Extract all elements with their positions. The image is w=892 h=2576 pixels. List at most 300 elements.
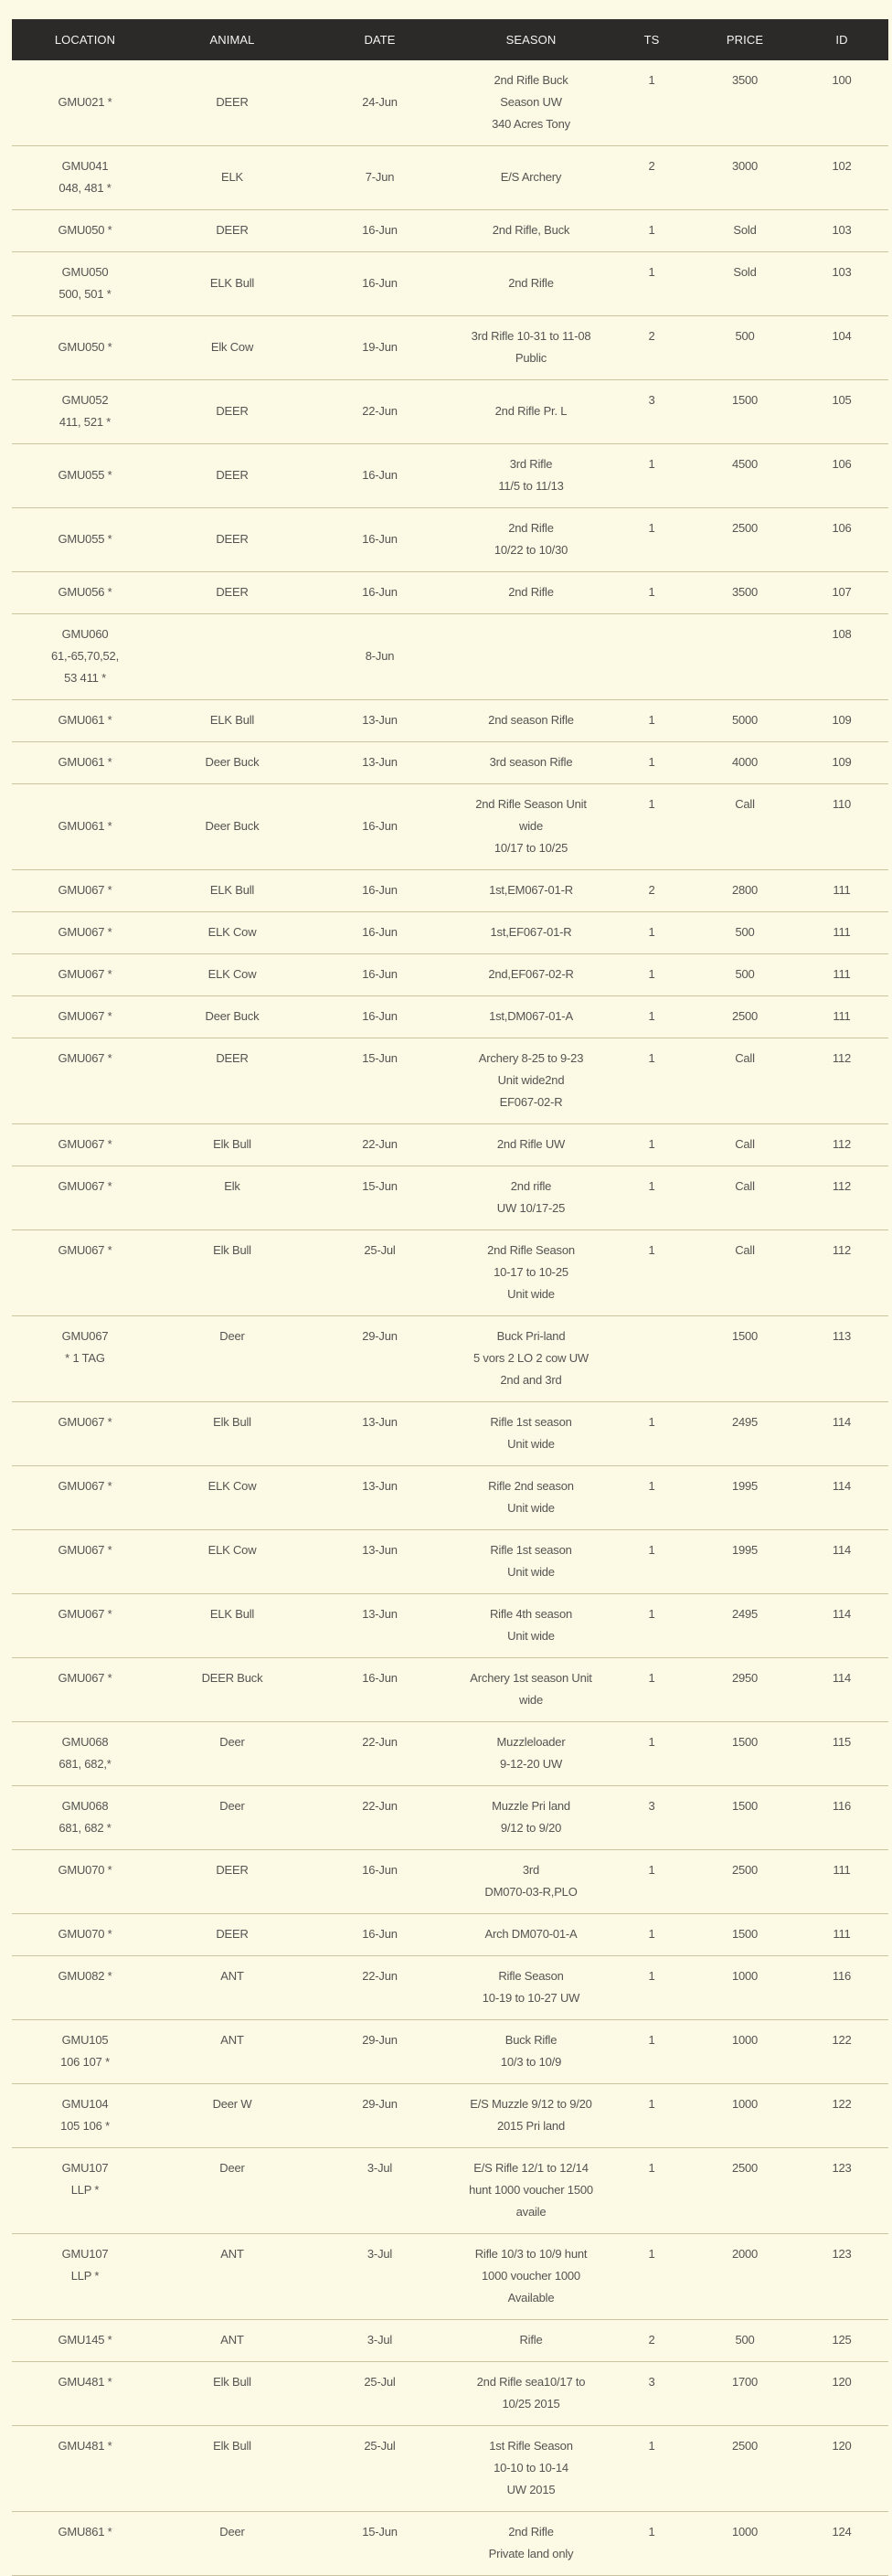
cell-price: 1000 <box>695 2084 795 2148</box>
cell-id: 100 <box>795 60 888 146</box>
cell-animal: DEER <box>158 508 306 572</box>
cell-location <box>12 444 158 508</box>
cell-season-line: 2nd Rifle sea10/17 to <box>476 2375 586 2389</box>
cell-id: 125 <box>795 2320 888 2362</box>
cell-season-line: Unit wide <box>507 1437 555 1451</box>
cell-location-line: GMU060 <box>61 627 109 641</box>
cell-date: 13-Jun <box>306 1594 453 1658</box>
cell-id: 116 <box>795 1786 888 1850</box>
table-row <box>12 380 888 444</box>
cell-season-line: UW 10/17-25 <box>496 1201 566 1215</box>
cell-date: 13-Jun <box>306 700 453 742</box>
cell-location <box>12 316 158 380</box>
cell-price: 2500 <box>695 1850 795 1914</box>
cell-season-line: 2nd Rifle Pr. L <box>494 404 568 418</box>
cell-season-line: 2nd rifle <box>510 1179 552 1193</box>
table-row <box>12 252 888 316</box>
cell-season-line: Rifle Season <box>498 1969 564 1983</box>
cell-season-line: wide <box>519 1693 543 1707</box>
table-row <box>12 2084 888 2148</box>
cell-ts: 1 <box>609 2084 695 2148</box>
cell-ts: 3 <box>609 2362 695 2426</box>
cell-ts: 3 <box>609 380 695 444</box>
table-row <box>12 316 888 380</box>
cell-season-line: Archery 1st season Unit <box>470 1671 592 1685</box>
cell-price: 2500 <box>695 2426 795 2512</box>
cell-location <box>12 912 158 954</box>
cell-date: 22-Jun <box>306 1786 453 1850</box>
cell-season-line: 2nd Rifle Season Unit <box>475 797 587 811</box>
cell-location <box>12 2320 158 2362</box>
cell-id: 111 <box>795 1850 888 1914</box>
cell-location-line: 500, 501 * <box>58 287 112 301</box>
cell-location <box>12 60 158 146</box>
cell-animal <box>158 614 306 700</box>
cell-location-line: GMU082 * <box>58 1969 112 1983</box>
cell-season <box>453 784 609 870</box>
cell-location <box>12 1956 158 2020</box>
cell-location <box>12 870 158 912</box>
cell-date: 16-Jun <box>306 870 453 912</box>
cell-location <box>12 2084 158 2148</box>
table-row <box>12 1914 888 1956</box>
cell-location <box>12 1124 158 1166</box>
cell-id: 114 <box>795 1530 888 1594</box>
cell-animal: DEER <box>158 210 306 252</box>
cell-season <box>453 2148 609 2234</box>
cell-location-line: GMU056 * <box>58 585 112 599</box>
cell-price: 3000 <box>695 146 795 210</box>
cell-date: 16-Jun <box>306 1914 453 1956</box>
cell-id: 113 <box>795 1316 888 1402</box>
cell-location-line: GMU055 * <box>58 468 112 482</box>
cell-id: 109 <box>795 700 888 742</box>
cell-id: 115 <box>795 1722 888 1786</box>
cell-id: 108 <box>795 614 888 700</box>
table-row <box>12 572 888 614</box>
cell-date: 24-Jun <box>306 60 453 146</box>
cell-location-line: GMU067 * <box>58 1607 112 1621</box>
cell-id: 111 <box>795 870 888 912</box>
cell-location <box>12 252 158 316</box>
cell-price: 1500 <box>695 1722 795 1786</box>
cell-animal: Elk <box>158 1166 306 1230</box>
cell-season-line: 2nd,EF067-02-R <box>488 967 574 981</box>
cell-season-line: Unit wide <box>507 1565 555 1579</box>
cell-animal: Elk Bull <box>158 1124 306 1166</box>
cell-date: 13-Jun <box>306 742 453 784</box>
cell-date: 16-Jun <box>306 444 453 508</box>
cell-price: Call <box>695 1124 795 1166</box>
cell-location <box>12 572 158 614</box>
cell-season <box>453 1230 609 1316</box>
cell-animal: ANT <box>158 1956 306 2020</box>
cell-id: 103 <box>795 210 888 252</box>
cell-ts: 1 <box>609 1914 695 1956</box>
cell-price: 500 <box>695 954 795 996</box>
cell-animal: ELK Bull <box>158 700 306 742</box>
cell-season <box>453 1466 609 1530</box>
cell-location-line: GMU067 * <box>58 1051 112 1065</box>
cell-location <box>12 1038 158 1124</box>
cell-id: 120 <box>795 2362 888 2426</box>
cell-location-line: GMU070 * <box>58 1863 112 1877</box>
cell-location-line: 411, 521 * <box>58 415 112 429</box>
cell-price: 2500 <box>695 996 795 1038</box>
cell-location-line: GMU861 * <box>58 2525 112 2539</box>
cell-animal: ANT <box>158 2020 306 2084</box>
cell-season-line: 1st,DM067-01-A <box>489 1009 573 1023</box>
cell-season <box>453 1124 609 1166</box>
cell-season-line: 9-12-20 UW <box>499 1757 563 1771</box>
cell-animal: ELK Bull <box>158 1594 306 1658</box>
cell-price: 3500 <box>695 572 795 614</box>
cell-id: 114 <box>795 1402 888 1466</box>
table-header <box>12 19 888 60</box>
cell-ts: 1 <box>609 1530 695 1594</box>
cell-animal: DEER <box>158 380 306 444</box>
cell-location <box>12 1230 158 1316</box>
cell-ts: 1 <box>609 996 695 1038</box>
cell-location <box>12 210 158 252</box>
cell-ts: 1 <box>609 912 695 954</box>
cell-ts: 1 <box>609 1166 695 1230</box>
cell-season <box>453 870 609 912</box>
cell-price: 2495 <box>695 1402 795 1466</box>
cell-season <box>453 912 609 954</box>
cell-id: 112 <box>795 1124 888 1166</box>
table-row <box>12 1850 888 1914</box>
cell-price: 5000 <box>695 700 795 742</box>
cell-id: 111 <box>795 1914 888 1956</box>
cell-date: 16-Jun <box>306 954 453 996</box>
cell-season <box>453 380 609 444</box>
cell-location <box>12 1850 158 1914</box>
table-row <box>12 1658 888 1722</box>
cell-location <box>12 2362 158 2426</box>
cell-price <box>695 614 795 700</box>
cell-date: 16-Jun <box>306 1658 453 1722</box>
cell-season <box>453 2020 609 2084</box>
column-header-animal: ANIMAL <box>158 19 306 60</box>
cell-ts: 1 <box>609 2512 695 2576</box>
cell-season-line: 11/5 to 11/13 <box>498 479 564 493</box>
cell-location <box>12 2512 158 2576</box>
cell-season-line: Rifle 2nd season <box>488 1479 574 1493</box>
cell-ts: 2 <box>609 870 695 912</box>
cell-animal: Deer Buck <box>158 784 306 870</box>
cell-season-line: Unit wide2nd <box>497 1073 565 1087</box>
cell-date: 19-Jun <box>306 316 453 380</box>
cell-price: 1500 <box>695 1316 795 1402</box>
cell-season <box>453 1594 609 1658</box>
cell-location <box>12 954 158 996</box>
cell-price: 4500 <box>695 444 795 508</box>
cell-season-line: 2015 Pri land <box>496 2119 565 2133</box>
cell-animal: Deer Buck <box>158 742 306 784</box>
table-body <box>12 60 888 2576</box>
cell-price: 2500 <box>695 508 795 572</box>
cell-animal: Elk Bull <box>158 2426 306 2512</box>
cell-animal: DEER <box>158 1914 306 1956</box>
cell-season-line: Unit wide <box>507 1287 555 1301</box>
cell-date: 29-Jun <box>306 2020 453 2084</box>
cell-location-line: GMU481 * <box>58 2439 112 2453</box>
table-row <box>12 1722 888 1786</box>
cell-season-line: 3rd Rifle 10-31 to 11-08 <box>471 329 591 343</box>
cell-date: 13-Jun <box>306 1402 453 1466</box>
cell-date: 29-Jun <box>306 1316 453 1402</box>
cell-location-line: GMU067 * <box>58 1543 112 1557</box>
cell-location-line: GMU061 * <box>58 819 112 833</box>
cell-location <box>12 1316 158 1402</box>
cell-location-line: GMU067 * <box>58 1137 112 1151</box>
cell-animal: ELK Bull <box>158 870 306 912</box>
cell-price: 1000 <box>695 2020 795 2084</box>
cell-location-line: GMU107 <box>61 2161 109 2175</box>
cell-season-line: 2nd Rifle <box>508 276 554 290</box>
cell-animal: DEER <box>158 1850 306 1914</box>
table-row <box>12 1038 888 1124</box>
cell-animal: ELK Cow <box>158 954 306 996</box>
cell-ts: 1 <box>609 1402 695 1466</box>
cell-animal: ANT <box>158 2234 306 2320</box>
cell-animal: Deer <box>158 1786 306 1850</box>
table-row <box>12 870 888 912</box>
cell-location-line: GMU050 <box>61 265 109 279</box>
table-row <box>12 1316 888 1402</box>
cell-price: 2800 <box>695 870 795 912</box>
cell-price: 500 <box>695 2320 795 2362</box>
cell-price: Sold <box>695 210 795 252</box>
cell-season-line: Archery 8-25 to 9-23 <box>478 1051 584 1065</box>
cell-ts: 1 <box>609 1466 695 1530</box>
cell-season <box>453 954 609 996</box>
column-header-date: DATE <box>306 19 453 60</box>
cell-ts: 1 <box>609 60 695 146</box>
cell-animal: Elk Bull <box>158 2362 306 2426</box>
cell-date: 15-Jun <box>306 2512 453 2576</box>
cell-season-line: 2nd Rifle Season <box>487 1243 575 1257</box>
cell-ts: 1 <box>609 1230 695 1316</box>
cell-animal: DEER <box>158 1038 306 1124</box>
cell-ts: 1 <box>609 1124 695 1166</box>
cell-location-line: GMU050 * <box>58 223 112 237</box>
cell-date: 7-Jun <box>306 146 453 210</box>
cell-location-line: GMU068 <box>61 1799 109 1813</box>
cell-season-line: Public <box>515 351 547 365</box>
cell-location <box>12 2234 158 2320</box>
cell-location <box>12 1466 158 1530</box>
cell-animal: ELK Cow <box>158 1466 306 1530</box>
cell-season-line: UW 2015 <box>506 2483 556 2496</box>
cell-animal: ANT <box>158 2320 306 2362</box>
cell-id: 103 <box>795 252 888 316</box>
cell-season <box>453 2084 609 2148</box>
cell-location-line: GMU067 * <box>58 1671 112 1685</box>
cell-ts: 1 <box>609 210 695 252</box>
cell-animal: Deer <box>158 2148 306 2234</box>
cell-location <box>12 614 158 700</box>
cell-date: 22-Jun <box>306 1124 453 1166</box>
cell-season-line: 5 vors 2 LO 2 cow UW <box>473 1351 589 1365</box>
cell-season <box>453 1956 609 2020</box>
cell-id: 112 <box>795 1038 888 1124</box>
cell-season-line: 3rd <box>522 1863 540 1877</box>
column-header-ts: TS <box>609 19 695 60</box>
cell-date: 3-Jul <box>306 2320 453 2362</box>
cell-season <box>453 2234 609 2320</box>
cell-price: 2495 <box>695 1594 795 1658</box>
cell-location-line: 61,-65,70,52, <box>50 649 120 663</box>
cell-animal: Elk Cow <box>158 316 306 380</box>
cell-date: 25-Jul <box>306 2362 453 2426</box>
cell-date: 25-Jul <box>306 1230 453 1316</box>
cell-id: 109 <box>795 742 888 784</box>
cell-animal: Elk Bull <box>158 1230 306 1316</box>
cell-location <box>12 146 158 210</box>
cell-location-line: GMU067 * <box>58 1415 112 1429</box>
cell-season-line: 2nd and 3rd <box>500 1373 562 1387</box>
cell-season <box>453 1914 609 1956</box>
cell-date: 16-Jun <box>306 996 453 1038</box>
cell-season-line: availe <box>515 2205 547 2219</box>
cell-id: 102 <box>795 146 888 210</box>
table-row <box>12 1166 888 1230</box>
cell-animal: ELK <box>158 146 306 210</box>
cell-ts: 1 <box>609 1658 695 1722</box>
hunts-table <box>12 19 888 2576</box>
cell-season-line: DM070-03-R,PLO <box>484 1885 578 1899</box>
cell-ts: 1 <box>609 784 695 870</box>
cell-season <box>453 572 609 614</box>
cell-animal: DEER <box>158 60 306 146</box>
table-row <box>12 2426 888 2512</box>
cell-season-line: 10/3 to 10/9 <box>500 2055 562 2069</box>
cell-location <box>12 1658 158 1722</box>
cell-location-line: GMU055 * <box>58 532 112 546</box>
cell-ts: 1 <box>609 1850 695 1914</box>
table-row <box>12 954 888 996</box>
cell-date: 16-Jun <box>306 784 453 870</box>
cell-location-line: * 1 TAG <box>65 1351 105 1365</box>
cell-season-line: Buck Rifle <box>504 2033 558 2047</box>
cell-season-line: 3rd season Rifle <box>489 755 573 769</box>
cell-season-line: E/S Muzzle 9/12 to 9/20 <box>470 2097 592 2111</box>
cell-id: 106 <box>795 508 888 572</box>
cell-animal: DEER <box>158 444 306 508</box>
cell-season-line: 2nd Rifle Buck <box>494 73 568 87</box>
table-row <box>12 2512 888 2576</box>
cell-season-line: 1st,EM067-01-R <box>489 883 573 897</box>
table-row <box>12 508 888 572</box>
cell-id: 106 <box>795 444 888 508</box>
cell-season <box>453 1658 609 1722</box>
cell-location <box>12 1402 158 1466</box>
cell-price: Call <box>695 1166 795 1230</box>
cell-id: 114 <box>795 1594 888 1658</box>
cell-date: 16-Jun <box>306 508 453 572</box>
cell-season-line: Rifle 1st season <box>490 1415 572 1429</box>
cell-id: 116 <box>795 1956 888 2020</box>
cell-season <box>453 614 609 700</box>
cell-location-line: GMU068 <box>61 1735 109 1749</box>
cell-location <box>12 996 158 1038</box>
cell-location <box>12 1166 158 1230</box>
cell-season-line: Muzzleloader <box>496 1735 566 1749</box>
cell-animal: ELK Cow <box>158 1530 306 1594</box>
cell-location-line: 105 106 * <box>60 2119 110 2133</box>
cell-price: Sold <box>695 252 795 316</box>
cell-price: Call <box>695 784 795 870</box>
cell-ts: 1 <box>609 700 695 742</box>
table-row <box>12 1530 888 1594</box>
cell-id: 111 <box>795 912 888 954</box>
cell-location-line: GMU067 * <box>58 1479 112 1493</box>
cell-id: 105 <box>795 380 888 444</box>
cell-season-line: EF067-02-R <box>499 1095 563 1109</box>
cell-ts: 2 <box>609 316 695 380</box>
cell-location-line: 048, 481 * <box>58 181 112 195</box>
cell-season-line: 340 Acres Tony <box>492 117 570 131</box>
cell-id: 110 <box>795 784 888 870</box>
cell-location <box>12 1914 158 1956</box>
cell-season-line: 1st,EF067-01-R <box>490 925 572 939</box>
table-row <box>12 996 888 1038</box>
cell-season-line: Unit wide <box>507 1629 555 1643</box>
cell-location <box>12 2426 158 2512</box>
table-row <box>12 60 888 146</box>
cell-season <box>453 2362 609 2426</box>
cell-ts: 2 <box>609 146 695 210</box>
table-row <box>12 2362 888 2426</box>
cell-location <box>12 700 158 742</box>
cell-price: 2500 <box>695 2148 795 2234</box>
cell-location-line: GMU050 * <box>58 340 112 354</box>
cell-date: 16-Jun <box>306 252 453 316</box>
cell-season-line: Rifle <box>519 2333 543 2347</box>
cell-season <box>453 60 609 146</box>
cell-location-line: GMU067 * <box>58 883 112 897</box>
table-row <box>12 1594 888 1658</box>
cell-season-line: E/S Archery <box>500 170 562 184</box>
table-row <box>12 2148 888 2234</box>
cell-animal: DEER <box>158 572 306 614</box>
cell-id: 120 <box>795 2426 888 2512</box>
table-row <box>12 2020 888 2084</box>
cell-season-line: Rifle 10/3 to 10/9 hunt <box>474 2247 588 2261</box>
cell-price: 500 <box>695 912 795 954</box>
cell-price: 2950 <box>695 1658 795 1722</box>
cell-ts: 1 <box>609 2426 695 2512</box>
cell-season <box>453 1166 609 1230</box>
cell-location-line: GMU041 <box>61 159 109 173</box>
cell-ts: 1 <box>609 572 695 614</box>
cell-price: 1500 <box>695 1786 795 1850</box>
table-row <box>12 1230 888 1316</box>
cell-location <box>12 2148 158 2234</box>
cell-season <box>453 1402 609 1466</box>
cell-price: 1995 <box>695 1466 795 1530</box>
cell-ts: 1 <box>609 2148 695 2234</box>
cell-location-line: GMU061 * <box>58 755 112 769</box>
cell-animal: Deer <box>158 1316 306 1402</box>
table-row <box>12 1786 888 1850</box>
cell-season-line: 10-10 to 10-14 <box>494 2461 568 2475</box>
cell-season-line: 10/22 to 10/30 <box>494 543 568 557</box>
cell-price: 1500 <box>695 1914 795 1956</box>
cell-id: 114 <box>795 1658 888 1722</box>
